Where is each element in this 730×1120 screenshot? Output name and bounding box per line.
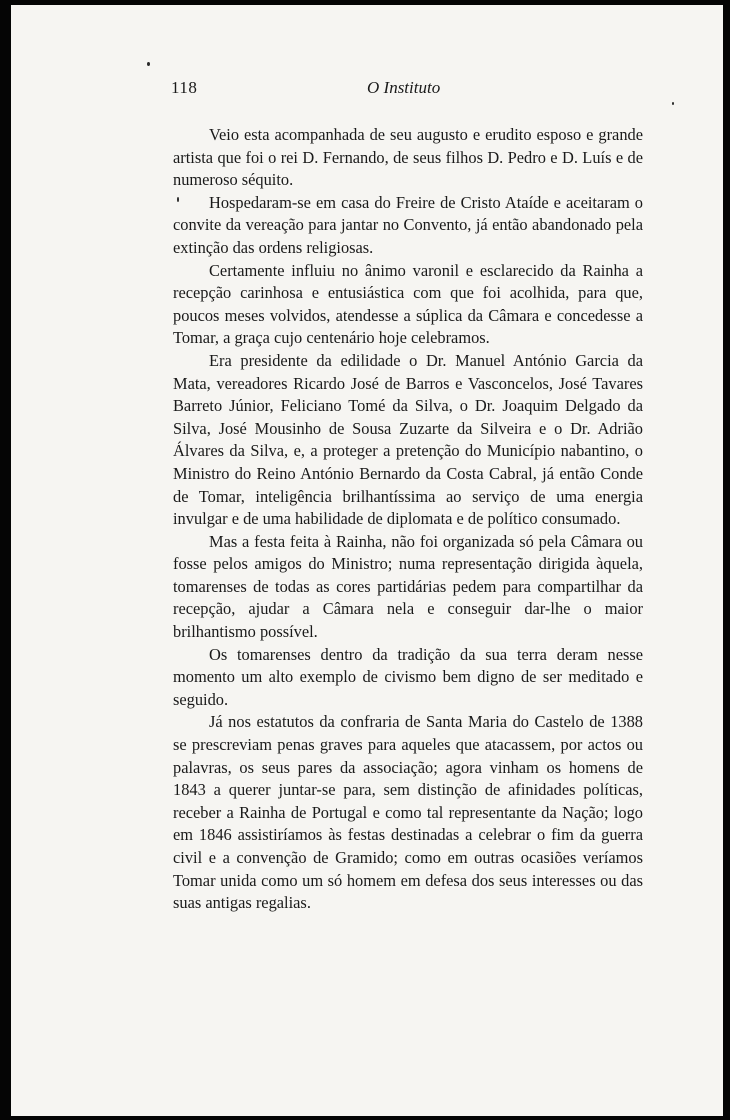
paragraph: Veio esta acompanhada de seu augusto e erudito esposo e grande artista que foi o rei D. Fernando, de seus filhos D. Pedro e D. Luís e de numeroso séquito. <box>173 125 643 190</box>
page-number: 118 <box>171 78 198 97</box>
running-title: O Instituto <box>367 78 441 97</box>
page-header <box>171 78 641 102</box>
body-text <box>173 124 643 915</box>
paragraph: Certamente influiu no ânimo varonil e esclarecido da Rainha a recepção carinhosa e entusiástica com que foi acolhida, para que, poucos meses volvidos, atendesse a súplica da Câmara e concedesse a Tomar, a graça cujo centenário hoje celebramos. <box>173 260 643 348</box>
paragraph: Já nos estatutos da confraria de Santa Maria do Castelo de 1388 se prescreviam penas graves para aqueles que atacassem, por actos ou palavras, os seus pares da associação; agora vinham os homens de 1843 a querer juntar-se para, sem distinção de afinidades políticas, receber a Rainha de Portugal e como tal representante da Nação; logo em 1846 assistiríamos às festas destinadas a celebrar o fim da guerra civil e a convenção de Gramido; como em outras ocasiões veríamos Tomar unida como um só homem em defesa dos seus interesses ou das suas antigas regalias. <box>173 712 643 913</box>
paragraph: Era presidente da edilidade o Dr. Manuel António Garcia da Mata, vereadores Ricardo José de Barros e Vasconcelos, José Tavares Barreto Júnior, Feliciano Tomé da Silva, o Dr. Joaquim Delgado da Silva, José Mousinho de Sousa Zuzarte da Silveira e o Dr. Adrião Álvares da Silva, e, a proteger a pretenção do Município nabantino, o Ministro do Reino António Bernardo da Costa Cabral, já então Conde de Tomar, inteligência brilhantíssima ao serviço de uma energia invulgar e de uma habilidade de diplomata e de político consumado. <box>173 350 643 529</box>
ink-speck <box>672 102 674 105</box>
paragraph: Os tomarenses dentro da tradição da sua terra deram nesse momento um alto exemplo de civismo bem digno de ser meditado e seguido. <box>173 644 643 709</box>
paragraph: Mas a festa feita à Rainha, não foi organizada só pela Câmara ou fosse pelos amigos do Ministro; numa representação dirigida àquela, tomarenses de todas as cores partidárias pedem para compartilhar da recepção, ajudar a Câmara nela e conseguir dar-lhe o maior brilhantismo possível. <box>173 531 643 642</box>
paragraph: Hospedaram-se em casa do Freire de Cristo Ataíde e aceitaram o convite da vereação para jantar no Convento, já então abandonado pela extinção das ordens religiosas. <box>173 192 643 257</box>
ink-speck <box>147 62 150 66</box>
